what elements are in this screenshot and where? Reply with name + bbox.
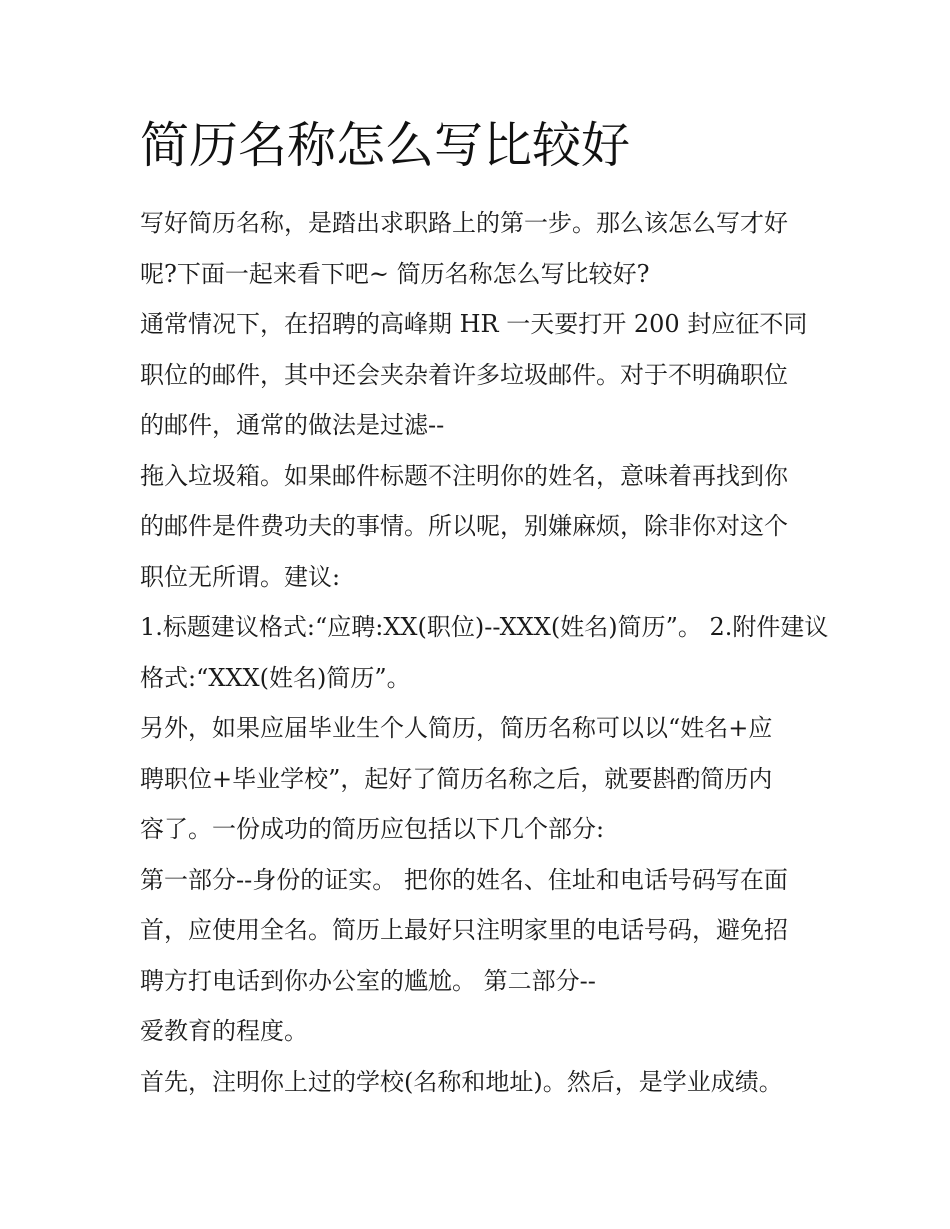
- body-line: 写好简历名称，是踏出求职路上的第一步。那么该怎么写才好: [140, 209, 788, 237]
- body-line: 职位的邮件，其中还会夹杂着许多垃圾邮件。对于不明确职位: [140, 360, 788, 389]
- body-line: 容了。一份成功的简历应包括以下几个部分:: [140, 815, 605, 843]
- body-line: 的邮件，通常的做法是过滤--: [140, 411, 445, 439]
- body-line: 聘方打电话到你办公室的尴尬。 第二部分--: [140, 966, 596, 995]
- body-line: 拖入垃圾箱。如果邮件标题不注明你的姓名，意味着再找到你: [140, 461, 788, 490]
- document-body: [140, 198, 829, 1107]
- body-line: 格式:“XXX(姓名)简历”。: [140, 663, 411, 692]
- body-line: 第一部分--身份的证实。 把你的姓名、住址和电话号码写在面: [140, 865, 788, 894]
- body-line: 通常情况下，在招聘的高峰期 HR 一天要打开 200 封应征不同: [140, 310, 808, 338]
- body-line: 爱教育的程度。: [140, 1017, 308, 1045]
- body-line: 1.标题建议格式:“应聘:XX(职位)--XXX(姓名)简历”。 2.附件建议: [140, 613, 829, 641]
- body-line: 职位无所谓。建议:: [140, 562, 341, 591]
- body-line: 聘职位+毕业学校”，起好了简历名称之后，就要斟酌简历内: [140, 764, 773, 793]
- body-line: 首先，注明你上过的学校(名称和地址)。然后，是学业成绩。: [140, 1067, 783, 1096]
- body-line: 首，应使用全名。简历上最好只注明家里的电话号码，避免招: [140, 916, 788, 944]
- body-line: 的邮件是件费功夫的事情。所以呢，别嫌麻烦，除非你对这个: [140, 512, 788, 540]
- body-line: 呢?下面一起来看下吧~ 简历名称怎么写比较好?: [140, 259, 650, 288]
- body-line: 另外，如果应届毕业生个人简历，简历名称可以以“姓名+应: [140, 714, 773, 742]
- document-title: 简历名称怎么写比较好: [140, 117, 631, 174]
